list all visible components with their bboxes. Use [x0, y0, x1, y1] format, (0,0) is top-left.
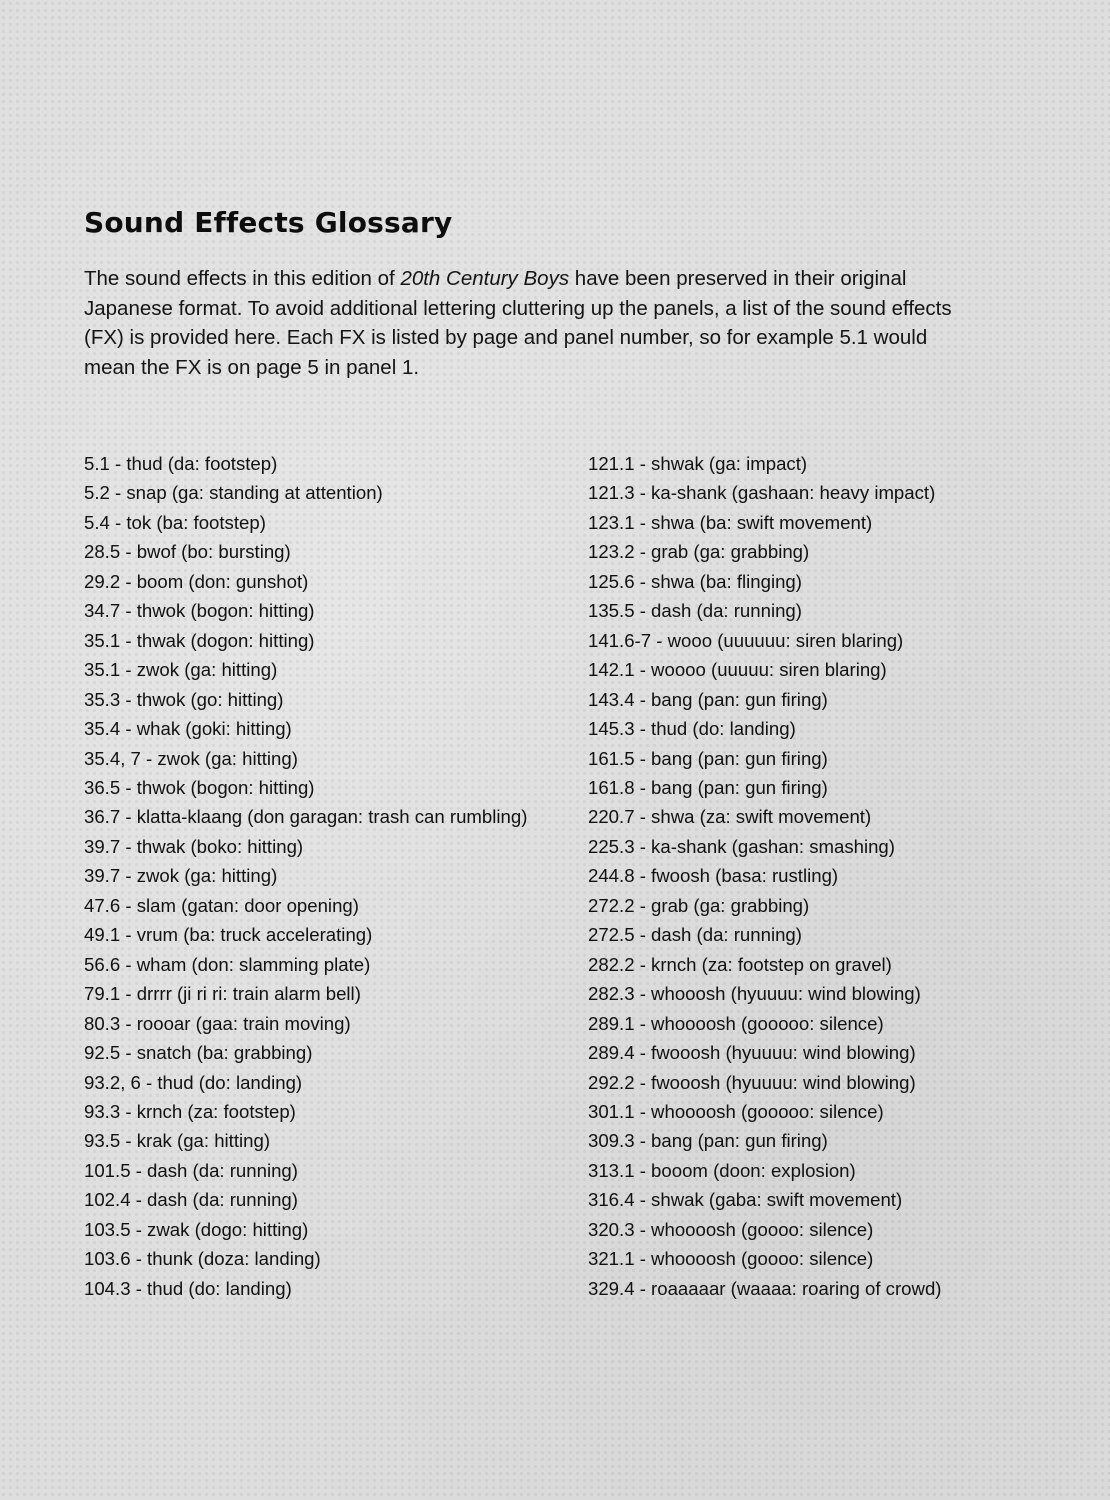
- glossary-entry: 103.6 - thunk (doza: landing): [84, 1248, 321, 1270]
- glossary-entry: 135.5 - dash (da: running): [588, 600, 802, 622]
- glossary-entry: 272.5 - dash (da: running): [588, 924, 802, 946]
- glossary-entry: 80.3 - roooar (gaa: train moving): [84, 1012, 351, 1034]
- glossary-entry: 225.3 - ka-shank (gashan: smashing): [588, 835, 895, 857]
- glossary-entry: 92.5 - snatch (ba: grabbing): [84, 1042, 313, 1064]
- glossary-entry: 161.5 - bang (pan: gun firing): [588, 747, 828, 769]
- glossary-entry: 289.4 - fwooosh (hyuuuu: wind blowing): [588, 1042, 916, 1064]
- glossary-entry: 101.5 - dash (da: running): [84, 1159, 298, 1181]
- glossary-entry: 292.2 - fwooosh (hyuuuu: wind blowing): [588, 1071, 916, 1093]
- glossary-entry: 316.4 - shwak (gaba: swift movement): [588, 1189, 903, 1211]
- glossary-entry: 36.5 - thwok (bogon: hitting): [84, 776, 315, 798]
- glossary-entry: 125.6 - shwa (ba: flinging): [588, 570, 802, 592]
- glossary-entry: 142.1 - woooo (uuuuu: siren blaring): [588, 659, 887, 681]
- glossary-entry: 36.7 - klatta-klaang (don garagan: trash can rumbling): [84, 806, 528, 828]
- glossary-entry: 39.7 - zwok (ga: hitting): [84, 865, 278, 887]
- glossary-entry: 289.1 - whoooosh (gooooo: silence): [588, 1012, 884, 1034]
- glossary-entry: 301.1 - whoooosh (gooooo: silence): [588, 1100, 884, 1122]
- glossary-column-right: [588, 449, 941, 1303]
- glossary-entry: 35.4, 7 - zwok (ga: hitting): [84, 747, 298, 769]
- glossary-entry: 103.5 - zwak (dogo: hitting): [84, 1218, 309, 1240]
- glossary-entry: 35.4 - whak (goki: hitting): [84, 718, 292, 740]
- glossary-entry: 123.2 - grab (ga: grabbing): [588, 541, 810, 563]
- glossary-entry: 143.4 - bang (pan: gun firing): [588, 688, 828, 710]
- glossary-entry: 121.1 - shwak (ga: impact): [588, 453, 808, 474]
- intro-text-after: have been preserved in their original Japanese format. To avoid additional lettering cluttering up the panels, a list of the sound effects (FX) is provided here. Each FX is listed by page and panel number, so for example 5.1 would mean the FX is on page 5 in panel 1.: [84, 267, 952, 379]
- glossary-entry: 47.6 - slam (gatan: door opening): [84, 894, 359, 916]
- glossary-entry: 34.7 - thwok (bogon: hitting): [84, 600, 315, 622]
- glossary-entry: 321.1 - whoooosh (goooo: silence): [588, 1248, 874, 1270]
- glossary-entry: 282.3 - whooosh (hyuuuu: wind blowing): [588, 983, 921, 1005]
- glossary-entry: 93.2, 6 - thud (do: landing): [84, 1071, 303, 1093]
- glossary-entry: 244.8 - fwoosh (basa: rustling): [588, 865, 839, 887]
- glossary-entry: 28.5 - bwof (bo: bursting): [84, 541, 291, 563]
- glossary-entry: 102.4 - dash (da: running): [84, 1189, 298, 1211]
- glossary-entry: 161.8 - bang (pan: gun firing): [588, 776, 828, 798]
- page-title: Sound Effects Glossary: [84, 206, 453, 239]
- glossary-column-left: [84, 449, 527, 1303]
- glossary-entry: 5.2 - snap (ga: standing at attention): [84, 482, 383, 504]
- glossary-entry: 121.3 - ka-shank (gashaan: heavy impact): [588, 482, 936, 504]
- book-title: 20th Century Boys: [400, 267, 570, 290]
- glossary-entry: 104.3 - thud (do: landing): [84, 1277, 292, 1299]
- glossary-entry: 79.1 - drrrr (ji ri ri: train alarm bell): [84, 983, 361, 1005]
- glossary-entry: 141.6-7 - wooo (uuuuuu: siren blaring): [588, 629, 904, 651]
- glossary-entry: 282.2 - krnch (za: footstep on gravel): [588, 953, 892, 975]
- glossary-entry: 49.1 - vrum (ba: truck accelerating): [84, 924, 373, 946]
- glossary-entry: 320.3 - whoooosh (goooo: silence): [588, 1218, 874, 1240]
- intro-paragraph: [84, 264, 964, 382]
- glossary-entry: 93.3 - krnch (za: footstep): [84, 1100, 296, 1122]
- glossary-entry: 35.3 - thwok (go: hitting): [84, 688, 284, 710]
- glossary-entry: 145.3 - thud (do: landing): [588, 718, 796, 740]
- glossary-entry: 309.3 - bang (pan: gun firing): [588, 1130, 828, 1152]
- glossary-entry: 29.2 - boom (don: gunshot): [84, 570, 309, 592]
- glossary-entry: 313.1 - booom (doon: explosion): [588, 1159, 856, 1181]
- glossary-entry: 35.1 - zwok (ga: hitting): [84, 659, 278, 681]
- glossary-entry: 39.7 - thwak (boko: hitting): [84, 835, 304, 857]
- glossary-entry: 123.1 - shwa (ba: swift movement): [588, 511, 873, 533]
- glossary-entry: 35.1 - thwak (dogon: hitting): [84, 629, 315, 651]
- intro-text-before: The sound effects in this edition of: [84, 267, 401, 290]
- glossary-entry: 93.5 - krak (ga: hitting): [84, 1130, 271, 1152]
- glossary-entry: 56.6 - wham (don: slamming plate): [84, 953, 371, 975]
- glossary-entry: 272.2 - grab (ga: grabbing): [588, 894, 810, 916]
- glossary-entry: 220.7 - shwa (za: swift movement): [588, 806, 872, 828]
- glossary-entry: 5.4 - tok (ba: footstep): [84, 511, 266, 533]
- glossary-entry: 5.1 - thud (da: footstep): [84, 453, 278, 474]
- glossary-entry: 329.4 - roaaaaar (waaaa: roaring of crowd): [588, 1277, 942, 1299]
